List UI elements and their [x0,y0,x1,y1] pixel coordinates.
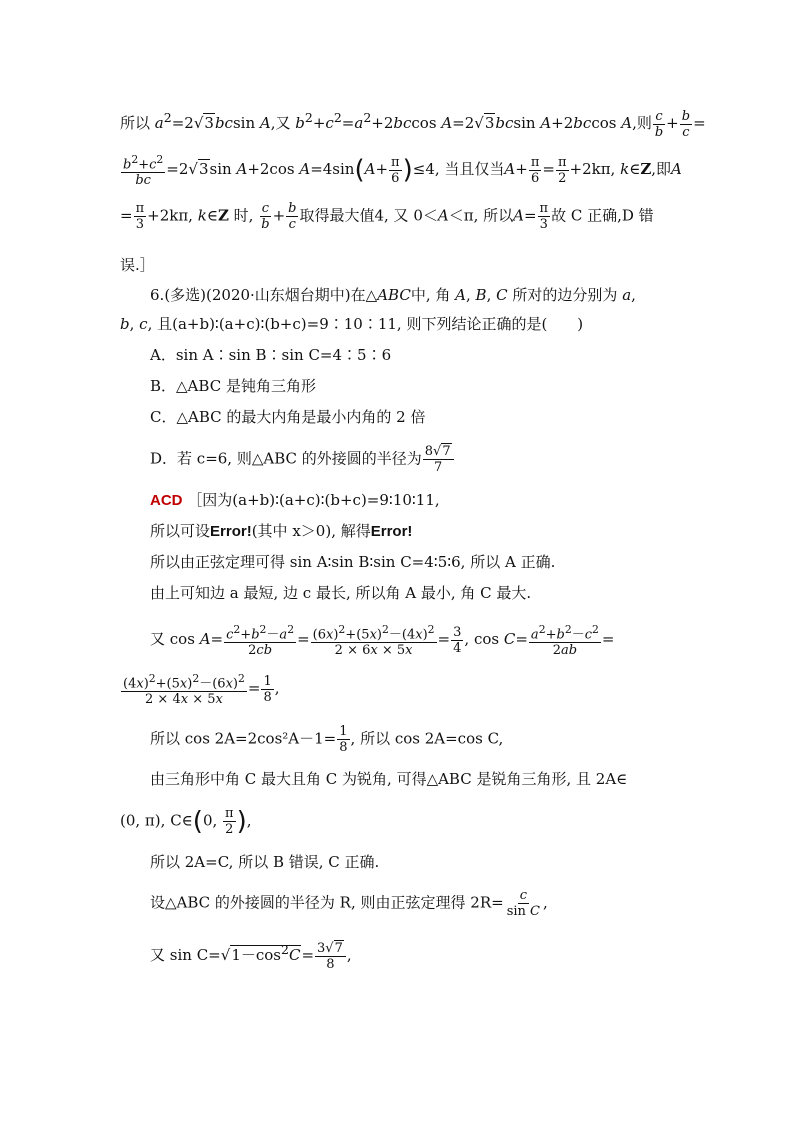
option-a: A．sin A∶sin B∶sin C=4∶5∶6 [150,346,392,364]
fraction-c-over-b: $\frac{c}{b}$ [654,108,664,140]
answer-key: ACD [150,492,183,509]
answer-line-1: ACD ［因为(a+b)∶(a+c)∶(b+c)=9∶10∶11, [150,491,440,509]
fraction-b-over-c: $\frac{b}{c}$ [681,108,691,140]
option-c: C．△ABC 的最大内角是最小内角的 2 倍 [150,408,426,426]
answer-line-11: 设△ABC 的外接圆的半径为 R, 则由正弦定理得 2R= $\frac{c}{\text{sin C}}$ , [150,888,548,919]
answer-line-12: 又 $\sin C=√1-\cos^2C=$ $\frac{3√7}{8}$ , [150,940,352,972]
question-6-line-2: b, c, 且(a+b)∶(a+c)∶(b+c)=9∶10∶11, 则下列结论正确的是( ) [120,315,584,333]
answer-line-3: 所以由正弦定理可得 sin A∶sin B∶sin C=4∶5∶6, 所以 A 正确. [150,553,556,571]
error-field-2: Error! [370,523,413,540]
option-d: D．若 c=6, 则△ABC 的外接圆的半径为 $\frac{8√7}{7}$ [150,444,706,475]
prev-line-1: 所以 $a^2=2√3bcsin$ A,又 $b^2+c^2=a^2+2bccos$ A=2√3bcsin A+2bccos A,则 $\frac{c}{b}$ + $\frac{b}{c}$ = [120,108,706,140]
prev-line-3: = $\frac{\pi}{3}$ +2kπ, k∈Z 时, $\frac{c}{b}$ + $\frac{b}{c}$ 取得最大值4, 又 0＜A＜π, 所以A= $\frac{\pi}{3}$ 故 C 正确,D 错 [120,201,654,232]
answer-line-6: $\frac{(4x)^2+(5x)^2-(6x)^2}{2 \times 4x \times 5x}$ = $\frac{1}{8}$ , [123,672,280,708]
question-6-line-1: 6.(多选)(2020·山东烟台期中)在△ABC中, 角 A, B, C 所对的边分别为 a, [150,286,636,304]
prev-line-4: 误.］ [120,256,155,274]
answer-line-7: 所以 cos 2A=2cos²A－1= $\frac{1}{8}$ , 所以 cos 2A=cos C, [150,724,504,755]
fraction-8root7-over-7: $\frac{8√7}{7}$ [423,444,454,475]
answer-line-4: 由上可知边 a 最短, 边 c 最长, 所以角 A 最小, 角 C 最大. [150,584,532,602]
prev-line-2: $\frac{b^2+c^2}{bc}$ =2√3sin A+2cos A=4sin(A+ $\frac{\pi}{6}$ )≤4, 当且仅当A+ $\frac{\pi}{6}$ = $\frac{\pi}{2}$ +2kπ, k∈Z,即A [123,153,682,189]
answer-line-2: 所以可设Error!(其中 x＞0), 解得Error! [150,522,413,540]
answer-line-9: (0, π), C∈(0, $\frac{\pi}{2}$ ), [120,806,252,837]
option-b: B．△ABC 是钝角三角形 [150,377,316,395]
answer-line-5: 又 cos A= $\frac{c^2+b^2-a^2}{2cb}$ = $\frac{(6x)^2+(5x)^2-(4x)^2}{2 \times 6x \times 5x}$ = $\frac{3}{4}$ , cos C= $\frac{a^2+b^2-c^2}{2ab}$ = [150,623,615,659]
answer-line-8: 由三角形中角 C 最大且角 C 为锐角, 可得△ABC 是锐角三角形, 且 2A∈ [150,770,628,788]
error-field-1: Error! [210,523,252,540]
answer-line-10: 所以 2A=C, 所以 B 错误, C 正确. [150,853,380,871]
